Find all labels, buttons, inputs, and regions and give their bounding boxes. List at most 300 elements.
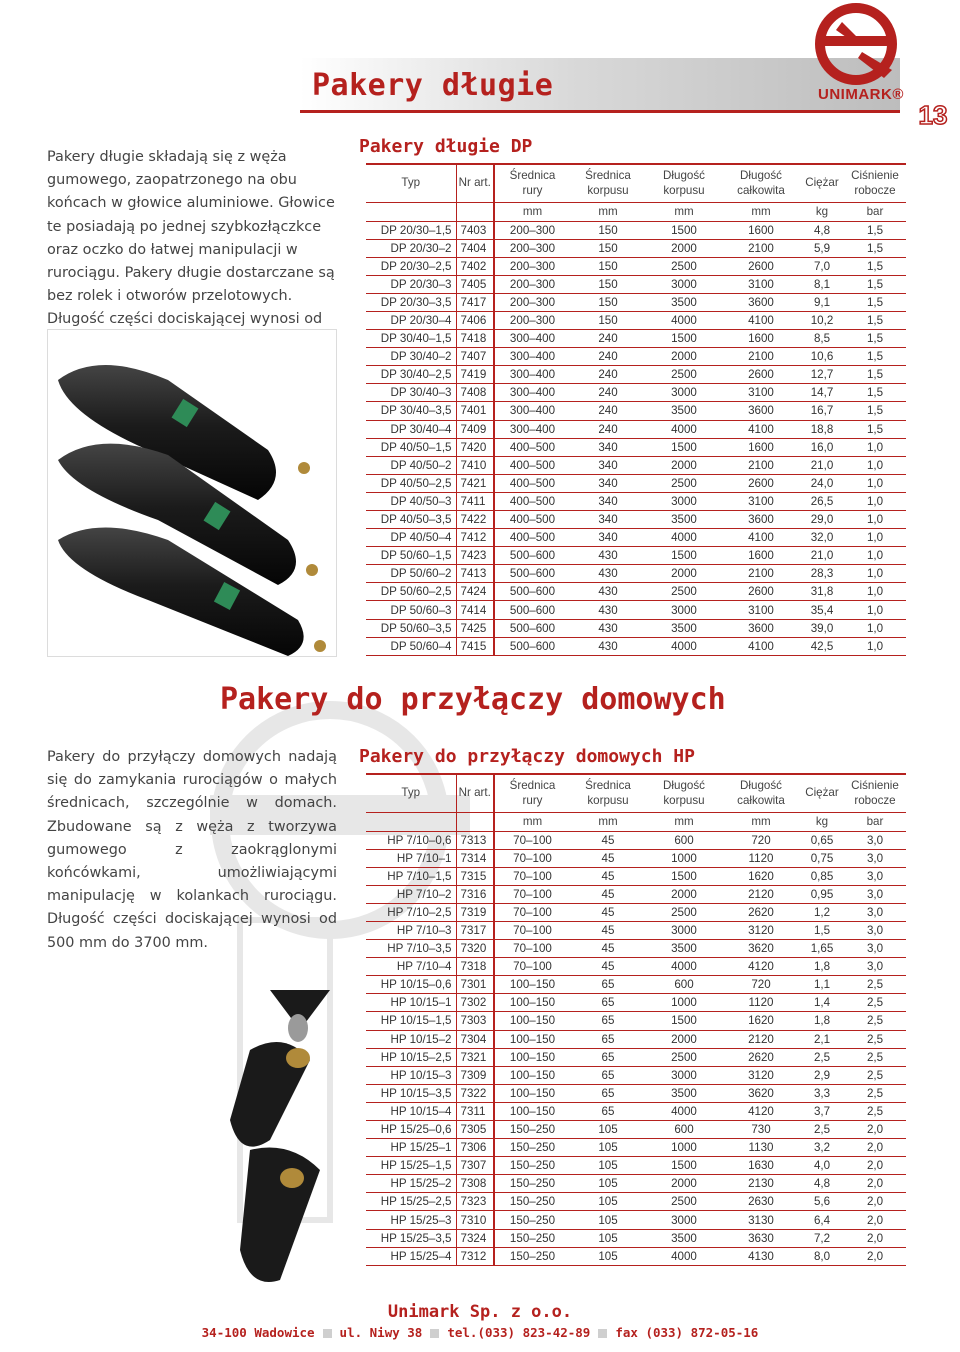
hp-cell: 6,4 bbox=[800, 1211, 844, 1229]
hp-cell: 3130 bbox=[722, 1211, 800, 1229]
table-row bbox=[366, 1157, 906, 1175]
hp-cell: 65 bbox=[570, 1048, 646, 1066]
dp-cell: 8,5 bbox=[800, 330, 844, 348]
hp-cell: 100–150 bbox=[494, 1012, 570, 1030]
hp-cell: 150–250 bbox=[494, 1175, 570, 1193]
dp-cell: 1,5 bbox=[844, 221, 906, 239]
hp-cell: 7,2 bbox=[800, 1229, 844, 1247]
hp-cell: 7306 bbox=[456, 1139, 494, 1157]
hp-cell: 720 bbox=[722, 976, 800, 994]
hp-cell: 3,0 bbox=[844, 958, 906, 976]
dp-cell: DP 50/60–2 bbox=[366, 565, 456, 583]
hp-cell: 3,0 bbox=[844, 849, 906, 867]
table-row bbox=[366, 940, 906, 958]
hp-cell: 4,8 bbox=[800, 1175, 844, 1193]
dp-cell: 3000 bbox=[646, 384, 722, 402]
dp-cell: DP 30/40–3 bbox=[366, 384, 456, 402]
dp-cell: DP 50/60–3,5 bbox=[366, 619, 456, 637]
dp-cell: 3000 bbox=[646, 275, 722, 293]
hp-cell: 7321 bbox=[456, 1048, 494, 1066]
table-row bbox=[366, 221, 906, 239]
hp-cell: 720 bbox=[722, 831, 800, 849]
separator-square-icon bbox=[323, 1329, 332, 1338]
dp-cell: DP 30/40–2,5 bbox=[366, 366, 456, 384]
hp-cell: 150–250 bbox=[494, 1229, 570, 1247]
dp-cell: 7412 bbox=[456, 529, 494, 547]
table-row bbox=[366, 1066, 906, 1084]
hp-cell: 150–250 bbox=[494, 1157, 570, 1175]
hp-cell: 2500 bbox=[646, 903, 722, 921]
hp-cell: 2000 bbox=[646, 885, 722, 903]
dp-cell: 240 bbox=[570, 366, 646, 384]
hp-cell: 1130 bbox=[722, 1139, 800, 1157]
dp-cell: 240 bbox=[570, 420, 646, 438]
hp-product-photo bbox=[210, 990, 360, 1290]
dp-cell: 1500 bbox=[646, 547, 722, 565]
dp-cell: 1,5 bbox=[844, 348, 906, 366]
hp-cell: HP 7/10–3 bbox=[366, 921, 456, 939]
hp-cell: 70–100 bbox=[494, 940, 570, 958]
footer-phone: tel.(033) 823-42-89 bbox=[447, 1325, 591, 1340]
hp-cell: HP 15/25–1 bbox=[366, 1139, 456, 1157]
dp-cell: 150 bbox=[570, 239, 646, 257]
hp-cell: HP 7/10–2 bbox=[366, 885, 456, 903]
dp-cell: 1,5 bbox=[844, 384, 906, 402]
table-row bbox=[366, 637, 906, 655]
dp-cell: DP 30/40–3,5 bbox=[366, 402, 456, 420]
hp-cell: 4130 bbox=[722, 1247, 800, 1265]
dp-cell: 300–400 bbox=[494, 384, 570, 402]
dp-cell: 1,0 bbox=[844, 438, 906, 456]
hp-cell: 7315 bbox=[456, 867, 494, 885]
hp-cell: 1120 bbox=[722, 994, 800, 1012]
dp-cell: DP 40/50–1,5 bbox=[366, 438, 456, 456]
hp-cell: 3,0 bbox=[844, 867, 906, 885]
dp-unit-cell: mm bbox=[494, 202, 570, 221]
dp-cell: 12,7 bbox=[800, 366, 844, 384]
hp-cell: 1620 bbox=[722, 867, 800, 885]
hp-cell: 3500 bbox=[646, 1229, 722, 1247]
dp-cell: 1,5 bbox=[844, 257, 906, 275]
hp-section-title: Pakery do przyłączy domowych HP bbox=[359, 746, 695, 767]
dp-cell: 150 bbox=[570, 221, 646, 239]
hp-intro-title: Pakery do przyłączy domowych bbox=[220, 682, 726, 717]
dp-cell: 7404 bbox=[456, 239, 494, 257]
hp-cell: 2120 bbox=[722, 885, 800, 903]
hp-cell: 2,1 bbox=[800, 1030, 844, 1048]
hp-cell: 7318 bbox=[456, 958, 494, 976]
hp-cell: 45 bbox=[570, 885, 646, 903]
dp-cell: 5,9 bbox=[800, 239, 844, 257]
dp-cell: 3100 bbox=[722, 492, 800, 510]
hp-cell: 4120 bbox=[722, 958, 800, 976]
dp-cell: 3600 bbox=[722, 293, 800, 311]
dp-cell: 10,2 bbox=[800, 311, 844, 329]
hp-cell: 7305 bbox=[456, 1121, 494, 1139]
hp-cell: 2,0 bbox=[844, 1175, 906, 1193]
hp-cell: 7302 bbox=[456, 994, 494, 1012]
hp-cell: 1000 bbox=[646, 849, 722, 867]
logo-text: UNIMARK® bbox=[818, 86, 904, 103]
dp-cell: 1,0 bbox=[844, 637, 906, 655]
hp-cell: 100–150 bbox=[494, 1102, 570, 1120]
dp-cell: 2000 bbox=[646, 565, 722, 583]
dp-cell: 1,5 bbox=[844, 420, 906, 438]
dp-cell: 31,8 bbox=[800, 583, 844, 601]
dp-cell: 35,4 bbox=[800, 601, 844, 619]
dp-cell: 300–400 bbox=[494, 366, 570, 384]
hp-cell: 105 bbox=[570, 1157, 646, 1175]
hp-cell: HP 10/15–2 bbox=[366, 1030, 456, 1048]
hp-cell: 4000 bbox=[646, 1247, 722, 1265]
hp-cell: 1,1 bbox=[800, 976, 844, 994]
dp-cell: 400–500 bbox=[494, 492, 570, 510]
dp-cell: 2500 bbox=[646, 257, 722, 275]
hp-cell: 1500 bbox=[646, 1012, 722, 1030]
dp-unit-cell: mm bbox=[646, 202, 722, 221]
dp-cell: 29,0 bbox=[800, 511, 844, 529]
dp-cell: 7407 bbox=[456, 348, 494, 366]
hp-cell: 105 bbox=[570, 1193, 646, 1211]
dp-cell: 400–500 bbox=[494, 456, 570, 474]
dp-unit-cell: bar bbox=[844, 202, 906, 221]
dp-cell: 340 bbox=[570, 474, 646, 492]
separator-square-icon bbox=[430, 1329, 439, 1338]
hp-cell: 4120 bbox=[722, 1102, 800, 1120]
dp-cell: DP 20/30–3 bbox=[366, 275, 456, 293]
dp-cell: 200–300 bbox=[494, 239, 570, 257]
dp-header-cell: Ciśnienie robocze bbox=[851, 168, 899, 197]
dp-cell: 7411 bbox=[456, 492, 494, 510]
hp-cell: 600 bbox=[646, 976, 722, 994]
dp-cell: 7425 bbox=[456, 619, 494, 637]
table-row bbox=[366, 583, 906, 601]
hp-cell: 105 bbox=[570, 1247, 646, 1265]
table-row bbox=[366, 849, 906, 867]
hp-cell: 3500 bbox=[646, 940, 722, 958]
hp-cell: HP 10/15–0,6 bbox=[366, 976, 456, 994]
hp-cell: 70–100 bbox=[494, 903, 570, 921]
hp-cell: 70–100 bbox=[494, 867, 570, 885]
table-row bbox=[366, 474, 906, 492]
dp-cell: 2100 bbox=[722, 239, 800, 257]
hp-cell: 2500 bbox=[646, 1048, 722, 1066]
dp-header-cell: Typ bbox=[366, 164, 456, 202]
dp-cell: 150 bbox=[570, 275, 646, 293]
dp-cell: 14,7 bbox=[800, 384, 844, 402]
hp-cell: 45 bbox=[570, 921, 646, 939]
dp-cell: 18,8 bbox=[800, 420, 844, 438]
dp-cell: 2600 bbox=[722, 474, 800, 492]
hp-cell: 4000 bbox=[646, 1102, 722, 1120]
dp-unit-cell bbox=[456, 202, 494, 221]
dp-cell: 7417 bbox=[456, 293, 494, 311]
table-row bbox=[366, 402, 906, 420]
dp-cell: 300–400 bbox=[494, 402, 570, 420]
dp-cell: 39,0 bbox=[800, 619, 844, 637]
hp-cell: 150–250 bbox=[494, 1139, 570, 1157]
dp-cell: 4100 bbox=[722, 637, 800, 655]
table-row bbox=[366, 619, 906, 637]
table-row bbox=[366, 1121, 906, 1139]
hp-cell: 45 bbox=[570, 903, 646, 921]
table-row bbox=[366, 1193, 906, 1211]
table-row bbox=[366, 1247, 906, 1265]
hp-cell: HP 7/10–2,5 bbox=[366, 903, 456, 921]
dp-cell: DP 30/40–2 bbox=[366, 348, 456, 366]
page-title: Pakery długie bbox=[312, 68, 554, 103]
table-row bbox=[366, 275, 906, 293]
hp-cell: 3,0 bbox=[844, 831, 906, 849]
hp-cell: 2,5 bbox=[844, 1048, 906, 1066]
hp-cell: HP 15/25–2,5 bbox=[366, 1193, 456, 1211]
hp-units-row bbox=[366, 812, 906, 831]
dp-cell: 2600 bbox=[722, 583, 800, 601]
dp-cell: 430 bbox=[570, 565, 646, 583]
hp-cell: 2,5 bbox=[800, 1121, 844, 1139]
hp-cell: 2630 bbox=[722, 1193, 800, 1211]
dp-header-cell: Ciężar bbox=[805, 176, 839, 190]
dp-header-cell: Długość całkowita bbox=[737, 168, 785, 197]
dp-cell: 3100 bbox=[722, 384, 800, 402]
dp-cell: 3500 bbox=[646, 293, 722, 311]
hp-cell: 3,0 bbox=[844, 921, 906, 939]
dp-unit-cell: mm bbox=[570, 202, 646, 221]
hp-cell: 2,5 bbox=[844, 994, 906, 1012]
hp-cell: 70–100 bbox=[494, 831, 570, 849]
dp-cell: 7415 bbox=[456, 637, 494, 655]
hp-cell: 2,5 bbox=[844, 1066, 906, 1084]
dp-cell: 1,5 bbox=[844, 275, 906, 293]
dp-cell: 7414 bbox=[456, 601, 494, 619]
dp-cell: 2500 bbox=[646, 583, 722, 601]
dp-cell: 1600 bbox=[722, 547, 800, 565]
hp-header-cell: Długość korpusu bbox=[663, 778, 705, 807]
hp-cell: HP 10/15–1 bbox=[366, 994, 456, 1012]
dp-cell: DP 20/30–3,5 bbox=[366, 293, 456, 311]
hp-cell: 600 bbox=[646, 1121, 722, 1139]
dp-cell: 4,8 bbox=[800, 221, 844, 239]
dp-cell: 4000 bbox=[646, 637, 722, 655]
dp-cell: 240 bbox=[570, 330, 646, 348]
dp-cell: 2500 bbox=[646, 474, 722, 492]
dp-cell: 500–600 bbox=[494, 637, 570, 655]
separator-square-icon bbox=[598, 1329, 607, 1338]
dp-cell: 21,0 bbox=[800, 547, 844, 565]
hp-cell: 105 bbox=[570, 1139, 646, 1157]
hp-cell: 100–150 bbox=[494, 1066, 570, 1084]
hp-header-cell: Średnica korpusu bbox=[585, 778, 631, 807]
table-row bbox=[366, 511, 906, 529]
table-row bbox=[366, 420, 906, 438]
dp-cell: 32,0 bbox=[800, 529, 844, 547]
hp-cell: HP 10/15–3 bbox=[366, 1066, 456, 1084]
dp-section-title: Pakery długie DP bbox=[359, 136, 533, 157]
table-row bbox=[366, 456, 906, 474]
hp-cell: 1,65 bbox=[800, 940, 844, 958]
hp-cell: HP 7/10–3,5 bbox=[366, 940, 456, 958]
hp-cell: 65 bbox=[570, 1012, 646, 1030]
table-row bbox=[366, 1229, 906, 1247]
dp-cell: 7405 bbox=[456, 275, 494, 293]
footer-company: Unimark Sp. z o.o. bbox=[387, 1302, 573, 1322]
hp-cell: 2,0 bbox=[844, 1139, 906, 1157]
dp-header-row bbox=[366, 164, 906, 202]
dp-cell: 1,0 bbox=[844, 474, 906, 492]
table-row bbox=[366, 257, 906, 275]
hp-header-cell: Ciężar bbox=[805, 786, 839, 800]
hp-cell: 8,0 bbox=[800, 1247, 844, 1265]
hp-cell: 4,0 bbox=[800, 1157, 844, 1175]
hp-cell: 45 bbox=[570, 940, 646, 958]
hp-unit-cell: mm bbox=[494, 812, 570, 831]
dp-cell: 7419 bbox=[456, 366, 494, 384]
dp-cell: 7406 bbox=[456, 311, 494, 329]
table-row bbox=[366, 1175, 906, 1193]
dp-cell: DP 30/40–4 bbox=[366, 420, 456, 438]
hp-cell: 70–100 bbox=[494, 921, 570, 939]
dp-cell: 7413 bbox=[456, 565, 494, 583]
hp-intro-text: Pakery do przyłączy domowych nadają się do zamykania rurociągów o małych średnicach, szczególnie w domach. Zbudowane są z węża z tworzywa gumowego z zaokrąglonymi końcówkami, umożliwiającymi manipulację w kolankach rurociągu. Długość części dociskającej wynosi od 500 mm do 3700 mm. bbox=[47, 749, 337, 951]
hp-cell: 100–150 bbox=[494, 1030, 570, 1048]
hp-cell: 2130 bbox=[722, 1175, 800, 1193]
hp-cell: 100–150 bbox=[494, 994, 570, 1012]
dp-cell: 16,0 bbox=[800, 438, 844, 456]
dp-cell: 240 bbox=[570, 384, 646, 402]
dp-cell: 1,0 bbox=[844, 492, 906, 510]
hp-cell: 150–250 bbox=[494, 1121, 570, 1139]
hp-cell: 2,0 bbox=[844, 1157, 906, 1175]
hp-cell: 2,0 bbox=[844, 1229, 906, 1247]
hp-cell: 3500 bbox=[646, 1084, 722, 1102]
hp-cell: 0,65 bbox=[800, 831, 844, 849]
footer-contact bbox=[0, 1325, 960, 1340]
dp-cell: 300–400 bbox=[494, 420, 570, 438]
hp-cell: HP 15/25–0,6 bbox=[366, 1121, 456, 1139]
table-row bbox=[366, 994, 906, 1012]
dp-cell: DP 40/50–2 bbox=[366, 456, 456, 474]
dp-unit-cell: mm bbox=[722, 202, 800, 221]
dp-cell: 9,1 bbox=[800, 293, 844, 311]
dp-cell: 400–500 bbox=[494, 529, 570, 547]
dp-cell: 2000 bbox=[646, 348, 722, 366]
hp-cell: 3,7 bbox=[800, 1102, 844, 1120]
dp-cell: 2000 bbox=[646, 239, 722, 257]
dp-cell: 7402 bbox=[456, 257, 494, 275]
hp-cell: 4000 bbox=[646, 958, 722, 976]
hp-cell: 1000 bbox=[646, 994, 722, 1012]
dp-unit-cell bbox=[366, 202, 456, 221]
hp-unit-cell bbox=[366, 812, 456, 831]
hp-cell: 7317 bbox=[456, 921, 494, 939]
table-row bbox=[366, 1211, 906, 1229]
dp-cell: 430 bbox=[570, 619, 646, 637]
hp-cell: 7322 bbox=[456, 1084, 494, 1102]
hp-cell: 70–100 bbox=[494, 885, 570, 903]
dp-cell: DP 20/30–4 bbox=[366, 311, 456, 329]
dp-cell: 500–600 bbox=[494, 565, 570, 583]
footer-address: 34-100 Wadowice bbox=[201, 1325, 315, 1340]
dp-cell: 1,5 bbox=[844, 366, 906, 384]
hp-cell: 7308 bbox=[456, 1175, 494, 1193]
hp-cell: 2620 bbox=[722, 1048, 800, 1066]
hp-cell: 600 bbox=[646, 831, 722, 849]
dp-cell: 150 bbox=[570, 257, 646, 275]
hp-cell: 7304 bbox=[456, 1030, 494, 1048]
hp-cell: 7313 bbox=[456, 831, 494, 849]
hp-cell: 3,0 bbox=[844, 885, 906, 903]
dp-cell: 340 bbox=[570, 511, 646, 529]
dp-header-cell: Długość korpusu bbox=[663, 168, 705, 197]
hp-header-row bbox=[366, 774, 906, 812]
hp-cell: 3000 bbox=[646, 1066, 722, 1084]
hp-cell: 7301 bbox=[456, 976, 494, 994]
hp-cell: 1120 bbox=[722, 849, 800, 867]
table-row bbox=[366, 1030, 906, 1048]
hp-cell: 65 bbox=[570, 994, 646, 1012]
dp-cell: 1,0 bbox=[844, 601, 906, 619]
table-row bbox=[366, 438, 906, 456]
dp-cell: 7424 bbox=[456, 583, 494, 601]
hp-cell: 65 bbox=[570, 1030, 646, 1048]
dp-cell: 7409 bbox=[456, 420, 494, 438]
dp-cell: 2600 bbox=[722, 257, 800, 275]
dp-cell: 16,7 bbox=[800, 402, 844, 420]
hp-cell: HP 15/25–3 bbox=[366, 1211, 456, 1229]
dp-cell: 4100 bbox=[722, 420, 800, 438]
dp-cell: 2000 bbox=[646, 456, 722, 474]
dp-cell: 200–300 bbox=[494, 275, 570, 293]
dp-cell: DP 20/30–1,5 bbox=[366, 221, 456, 239]
table-row bbox=[366, 1102, 906, 1120]
table-row bbox=[366, 1012, 906, 1030]
hp-cell: HP 10/15–2,5 bbox=[366, 1048, 456, 1066]
dp-cell: 500–600 bbox=[494, 547, 570, 565]
hp-cell: 0,85 bbox=[800, 867, 844, 885]
dp-cell: 1,0 bbox=[844, 529, 906, 547]
hp-cell: 105 bbox=[570, 1175, 646, 1193]
hp-cell: 2,5 bbox=[844, 1084, 906, 1102]
dp-cell: 3100 bbox=[722, 275, 800, 293]
hp-unit-cell: mm bbox=[722, 812, 800, 831]
table-row bbox=[366, 601, 906, 619]
hp-cell: 45 bbox=[570, 831, 646, 849]
dp-cell: 1,0 bbox=[844, 456, 906, 474]
dp-cell: 430 bbox=[570, 601, 646, 619]
dp-cell: 42,5 bbox=[800, 637, 844, 655]
table-row bbox=[366, 831, 906, 849]
dp-cell: 24,0 bbox=[800, 474, 844, 492]
hp-cell: 2,5 bbox=[844, 1102, 906, 1120]
hp-cell: 105 bbox=[570, 1229, 646, 1247]
hp-cell: HP 10/15–4 bbox=[366, 1102, 456, 1120]
hp-cell: 0,95 bbox=[800, 885, 844, 903]
dp-cell: 21,0 bbox=[800, 456, 844, 474]
hp-cell: 70–100 bbox=[494, 849, 570, 867]
hp-cell: 7320 bbox=[456, 940, 494, 958]
dp-cell: 1,5 bbox=[844, 330, 906, 348]
hp-header-cell: Długość całkowita bbox=[737, 778, 785, 807]
hp-cell: 2500 bbox=[646, 1193, 722, 1211]
hp-cell: 5,6 bbox=[800, 1193, 844, 1211]
dp-cell: 500–600 bbox=[494, 601, 570, 619]
hp-header-cell: Średnica rury bbox=[509, 778, 556, 807]
table-row bbox=[366, 384, 906, 402]
dp-cell: 430 bbox=[570, 547, 646, 565]
dp-cell: 3600 bbox=[722, 511, 800, 529]
dp-cell: DP 50/60–2,5 bbox=[366, 583, 456, 601]
dp-cell: DP 40/50–4 bbox=[366, 529, 456, 547]
